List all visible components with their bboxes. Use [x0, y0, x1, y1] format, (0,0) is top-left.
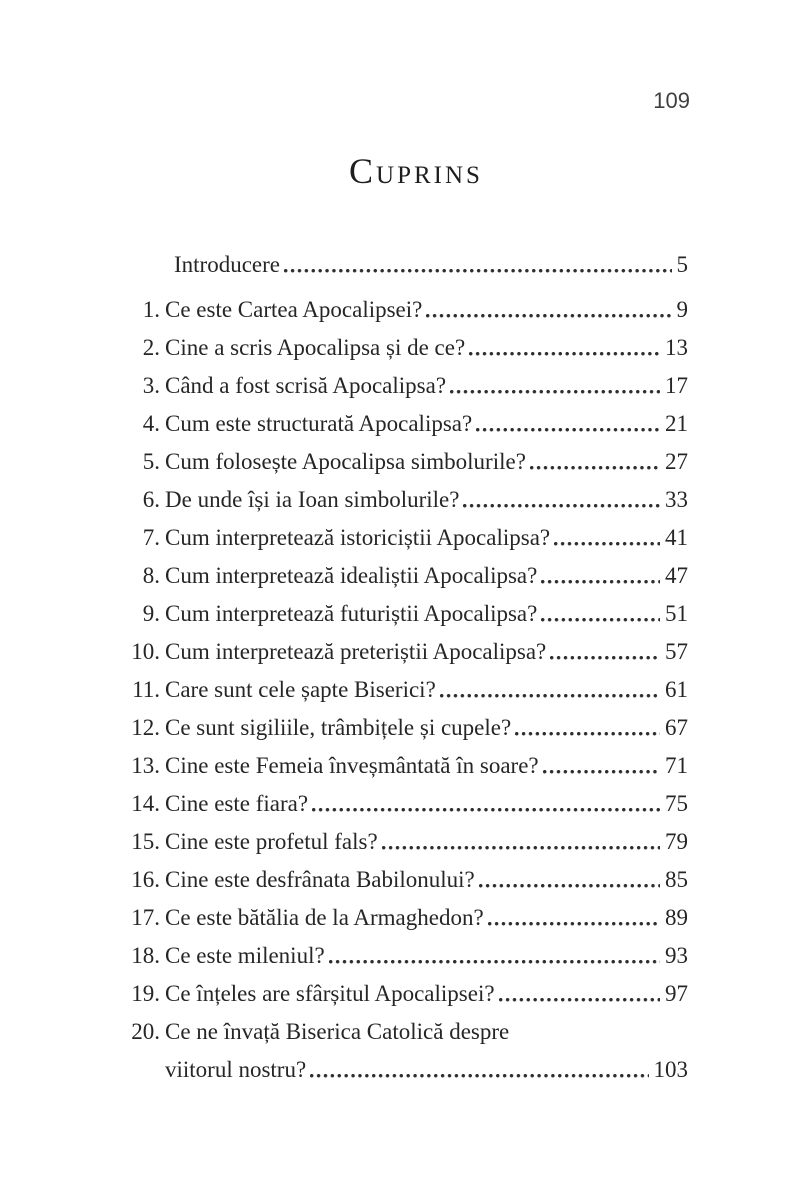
toc-entry-page: 21	[665, 411, 688, 436]
toc-entry-number: 2.	[142, 335, 160, 360]
toc-entry	[105, 595, 688, 633]
toc-entry	[105, 671, 688, 709]
toc-entry-title: Cine este profetul fals?	[165, 829, 378, 854]
toc-entry-title: Cine este desfrânata Babilonului?	[165, 867, 475, 892]
dotted-leader	[280, 246, 677, 284]
toc-entry-page: 85	[665, 867, 688, 892]
toc-entry	[105, 405, 688, 443]
toc-entry-number: 3.	[142, 373, 160, 398]
dotted-leader	[308, 785, 665, 823]
dotted-leader	[550, 519, 665, 557]
toc-entry-title: Cine este fiara?	[165, 791, 309, 816]
toc-entry-number: 1.	[142, 297, 160, 322]
toc-entry	[105, 246, 688, 284]
toc-entry-number: 5.	[142, 449, 160, 474]
toc-entry-page: 89	[665, 905, 688, 930]
page-title: Cuprins	[349, 151, 483, 191]
toc-entry-page: 13	[665, 335, 688, 360]
toc-entry-title: Care sunt cele șapte Biserici?	[165, 677, 436, 702]
dotted-leader	[436, 671, 665, 709]
toc-entry	[105, 291, 688, 329]
toc-entry-page: 17	[665, 373, 688, 398]
toc-entry-page: 33	[665, 487, 688, 512]
toc-entry	[105, 481, 688, 519]
toc-entry	[105, 975, 688, 1013]
toc-entry-title: Ce este Cartea Apocalipsei?	[165, 297, 423, 322]
toc-entry	[105, 329, 688, 367]
toc-entry-title: Ce este mileniul?	[165, 943, 325, 968]
toc-entry	[105, 899, 688, 937]
toc-entry-number: 20.	[131, 1019, 160, 1044]
toc-entry-continuation	[105, 1051, 688, 1089]
toc-entry-title: Cum interpretează idealiștii Apocalipsa?	[165, 563, 538, 588]
toc-entry-page: 93	[665, 943, 688, 968]
toc-entry	[105, 1013, 688, 1051]
toc-entry	[105, 861, 688, 899]
toc-entry-title: Cum interpretează preteriștii Apocalipsa?	[165, 639, 547, 664]
toc-entry-page: 67	[665, 715, 688, 740]
toc-entry-title: Cum folosește Apocalipsa simbolurile?	[165, 449, 526, 474]
toc-entry	[105, 937, 688, 975]
dotted-leader	[511, 709, 665, 747]
toc-entry	[105, 747, 688, 785]
toc-entry-title: Ce sunt sigiliile, trâmbițele și cupele?	[165, 715, 512, 740]
toc-entry-page: 103	[653, 1057, 688, 1082]
toc-entry-title: Cum este structurată Apocalipsa?	[165, 411, 473, 436]
toc-entry	[105, 709, 688, 747]
dotted-leader	[465, 329, 665, 367]
toc-entry-page: 71	[665, 753, 688, 778]
toc-entry-number: 6.	[142, 487, 160, 512]
dotted-leader	[537, 557, 665, 595]
page-number-folio: 109	[653, 88, 690, 113]
toc-entry	[105, 785, 688, 823]
toc-entry-title: Când a fost scrisă Apocalipsa?	[165, 373, 447, 398]
toc-entry-number: 11.	[132, 677, 160, 702]
dotted-leader	[446, 367, 665, 405]
toc-entry-page: 27	[665, 449, 688, 474]
toc-entry-page: 97	[665, 981, 688, 1006]
toc-entry-number: 18.	[131, 943, 160, 968]
toc-entry-number: 15.	[131, 829, 160, 854]
dotted-leader	[484, 899, 665, 937]
toc-entry	[105, 823, 688, 861]
toc-entry-number: 12.	[131, 715, 160, 740]
dotted-leader	[325, 937, 665, 975]
dotted-leader	[306, 1051, 653, 1089]
table-of-contents	[105, 246, 688, 1089]
dotted-leader	[546, 633, 665, 671]
toc-entry-title: Ce este bătălia de la Armaghedon?	[165, 905, 484, 930]
toc-entry-number: 19.	[131, 981, 160, 1006]
dotted-leader	[422, 291, 676, 329]
dotted-leader	[539, 747, 665, 785]
toc-entry-title: Cum interpretează istoriciștii Apocalipsa?	[165, 525, 551, 550]
toc-entry-title: Cine este Femeia înveșmântată în soare?	[165, 753, 539, 778]
toc-entry	[105, 519, 688, 557]
toc-entry-number: 16.	[131, 867, 160, 892]
toc-entry-title: Ce înțeles are sfârșitul Apocalipsei?	[165, 981, 495, 1006]
toc-entry-page: 51	[665, 601, 688, 626]
toc-entry-title: Introducere	[174, 252, 280, 277]
dotted-leader	[472, 405, 665, 443]
toc-entry-page: 41	[665, 525, 688, 550]
toc-entry-title: Ce ne învață Biserica Catolică despre	[165, 1019, 510, 1044]
toc-entry-title-continued: viitorul nostru?	[165, 1057, 307, 1082]
toc-entry-number: 8.	[142, 563, 160, 588]
toc-entry-number: 4.	[142, 411, 160, 436]
dotted-leader	[459, 481, 665, 519]
toc-entry	[105, 557, 688, 595]
toc-entry-number: 17.	[131, 905, 160, 930]
toc-entry-page: 75	[665, 791, 688, 816]
toc-entry-title: Cum interpretează futuriștii Apocalipsa?	[165, 601, 538, 626]
toc-entry-page: 5	[676, 252, 688, 277]
toc-entry-number: 9.	[142, 601, 160, 626]
dotted-leader	[537, 595, 665, 633]
toc-entry-number: 13.	[131, 753, 160, 778]
toc-entry-page: 9	[676, 297, 688, 322]
toc-entry-page: 57	[665, 639, 688, 664]
toc-entry-number: 7.	[142, 525, 160, 550]
toc-entry-page: 61	[665, 677, 688, 702]
dotted-leader	[526, 443, 665, 481]
toc-entry	[105, 367, 688, 405]
toc-entry-title: Cine a scris Apocalipsa și de ce?	[165, 335, 466, 360]
toc-entry-title: De unde își ia Ioan simbolurile?	[165, 487, 460, 512]
toc-entry	[105, 633, 688, 671]
toc-entry	[105, 443, 688, 481]
dotted-leader	[378, 823, 665, 861]
dotted-leader	[475, 861, 665, 899]
toc-entry-page: 79	[665, 829, 688, 854]
toc-entry-page: 47	[665, 563, 688, 588]
toc-entry-number: 14.	[131, 791, 160, 816]
dotted-leader	[495, 975, 665, 1013]
toc-entry-number: 10.	[131, 639, 160, 664]
